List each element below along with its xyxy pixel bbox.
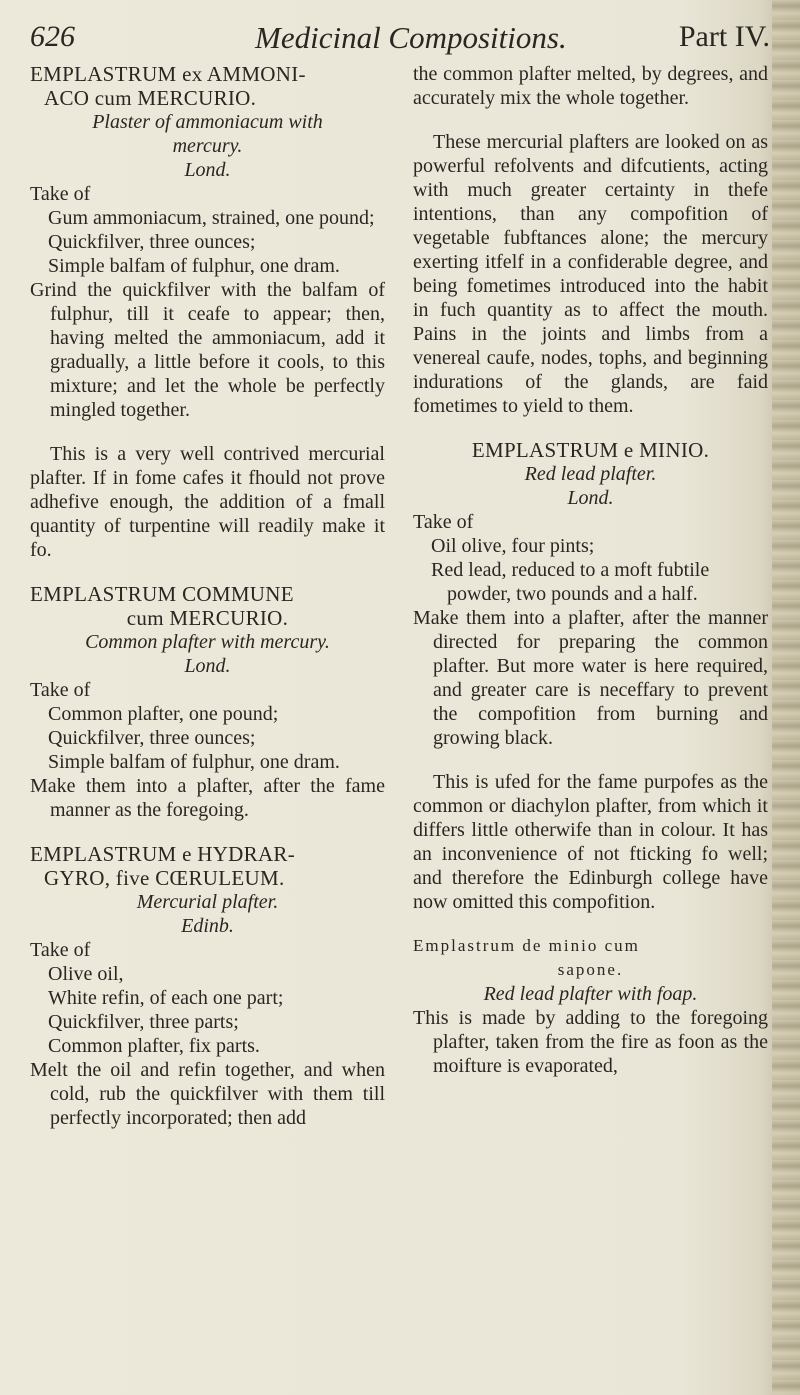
recipe-heading: sapone. <box>557 960 624 979</box>
instructions: Grind the quickfilver with the balfam of fulphur, till it ceafe to appear; then, having melted the ammoniacum, add it gradually, a little before it cools, to this mixture; and let the whole be perfectly mingled together. <box>30 279 385 421</box>
page-number: 626 <box>30 20 75 53</box>
recipe-subtitle: Plaster of ammoniacum with <box>92 111 323 133</box>
recipe-heading: EMPLASTRUM ex AMMONI- <box>30 62 306 86</box>
ingredient: Quickfilver, three ounces; <box>48 231 256 253</box>
recipe-heading: cum MERCURIO. <box>126 606 289 630</box>
recipe-heading: ACO cum MERCURIO. <box>44 86 257 110</box>
recipe-heading: EMPLASTRUM e HYDRAR- <box>30 842 296 866</box>
part-label: Part IV. <box>678 20 770 53</box>
ingredient: Gum ammoniacum, strained, one pound; <box>48 207 375 229</box>
recipe-heading: GYRO, five CŒRULEUM. <box>44 866 285 890</box>
running-title: Medicinal Compositions. <box>255 20 567 55</box>
page-header <box>30 20 770 60</box>
recipe-subtitle: Red lead plafter. <box>524 463 657 485</box>
recipe-source: Lond. <box>567 487 614 509</box>
ingredient: Simple balfam of fulphur, one dram. <box>48 255 340 277</box>
continued-text: the common plafter melted, by degrees, and accurately mix the whole together. <box>413 63 768 109</box>
recipe-source: Edinb. <box>181 915 234 937</box>
instructions: This is made by adding to the foregoing plafter, taken from the fire as foon as the moifture is evaporated, <box>413 1007 768 1077</box>
take-of: Take of <box>30 939 91 961</box>
left-column <box>30 62 385 1130</box>
ingredient: Oil olive, four pints; <box>431 535 595 557</box>
recipe-subtitle: Mercurial plafter. <box>136 891 279 913</box>
instructions: Make them into a plafter, after the fame manner as the foregoing. <box>30 775 385 821</box>
recipe-source: Lond. <box>184 159 231 181</box>
take-of: Take of <box>30 183 91 205</box>
recipe-subtitle: Red lead plafter with foap. <box>483 983 698 1005</box>
ingredient: Olive oil, <box>48 963 124 985</box>
commentary: This is a very well contrived mercurial plafter. If in fome cafes it fhould not prove adhefive enough, the addition of a fmall quantity of turpentine will readily make it fo. <box>30 443 385 561</box>
take-of: Take of <box>413 511 474 533</box>
recipe-heading: EMPLASTRUM e MINIO. <box>471 438 710 462</box>
recipe-subtitle: Common plafter with mercury. <box>85 631 330 653</box>
take-of: Take of <box>30 679 91 701</box>
instructions: Make them into a plafter, after the manner directed for preparing the common plafter. But more water is here required, and greater care is neceffary to prevent the compofition from burning and growing black. <box>413 607 768 749</box>
right-column <box>413 62 768 1078</box>
ingredient: Quickfilver, three ounces; <box>48 727 256 749</box>
ingredient: Common plafter, fix parts. <box>48 1035 260 1057</box>
recipe-heading: EMPLASTRUM COMMUNE <box>30 582 294 606</box>
recipe-subtitle: mercury. <box>172 135 243 157</box>
ingredient: White refin, of each one part; <box>48 987 284 1009</box>
recipe-source: Lond. <box>184 655 231 677</box>
instructions: Melt the oil and refin together, and when cold, rub the quickfilver with them till perfectly incorporated; then add <box>30 1059 385 1129</box>
ingredient: Common plafter, one pound; <box>48 703 279 725</box>
commentary: This is ufed for the fame purpofes as the common or diachylon plafter, from which it differs little otherwife than in colour. It has an inconvenience of not fticking fo well; and therefore the Edinburgh college have now omitted this compofition. <box>413 771 768 913</box>
page-edge <box>772 0 800 1395</box>
ingredient: Quickfilver, three parts; <box>48 1011 239 1033</box>
ingredient: Simple balfam of fulphur, one dram. <box>48 751 340 773</box>
ingredient: Red lead, reduced to a moft fubtile powder, two pounds and a half. <box>431 559 710 605</box>
commentary: These mercurial plafters are looked on as powerful refolvents and difcutients, acting with much greater certainty in thefe intentions, than any compofition of vegetable fubftances alone; the mercury exerting itfelf in a confiderable degree, and being fometimes introduced into the habit in fuch quantity as to affect the mouth. Pains in the joints and limbs from a venereal caufe, nodes, tophs, and beginning indurations of the glands, are faid fometimes to yield to them. <box>413 131 768 417</box>
recipe-heading: Emplastrum de minio cum <box>413 936 640 955</box>
